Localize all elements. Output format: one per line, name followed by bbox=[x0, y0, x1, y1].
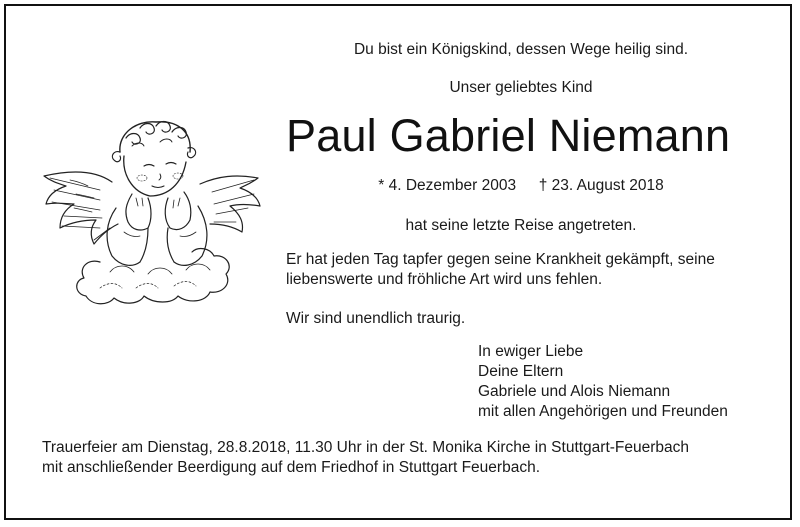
cherub-angel-icon bbox=[40, 112, 270, 307]
body-line-2: liebenswerte und fröhliche Art wird uns fehlen. bbox=[286, 271, 603, 288]
sorrow-line: Wir sind unendlich traurig. bbox=[286, 310, 466, 327]
closing-line: In ewiger Liebe bbox=[478, 343, 584, 360]
body-line-1: Er hat jeden Tag tapfer gegen seine Krankheit gekämpft, seine bbox=[286, 251, 715, 268]
deceased-name: Paul Gabriel Niemann bbox=[286, 110, 731, 161]
motto-line: Du bist ein Königskind, dessen Wege heilig sind. bbox=[353, 41, 689, 58]
closing-block bbox=[478, 342, 728, 422]
intro-line: Unser geliebtes Kind bbox=[449, 79, 593, 96]
death-date: † 23. August 2018 bbox=[538, 177, 664, 194]
closing-line: Deine Eltern bbox=[478, 363, 564, 380]
dates-row bbox=[286, 176, 756, 195]
funeral-line-2: mit anschließender Beerdigung auf dem Friedhof in Stuttgart Feuerbach. bbox=[42, 459, 540, 476]
journey-line: hat seine letzte Reise angetreten. bbox=[405, 217, 637, 234]
closing-line: Gabriele und Alois Niemann bbox=[478, 383, 671, 400]
funeral-line-1: Trauerfeier am Dienstag, 28.8.2018, 11.30 Uhr in der St. Monika Kirche in Stuttgart-Feuerbach bbox=[42, 439, 690, 456]
closing-line: mit allen Angehörigen und Freunden bbox=[478, 403, 728, 420]
birth-date: * 4. Dezember 2003 bbox=[378, 177, 517, 194]
